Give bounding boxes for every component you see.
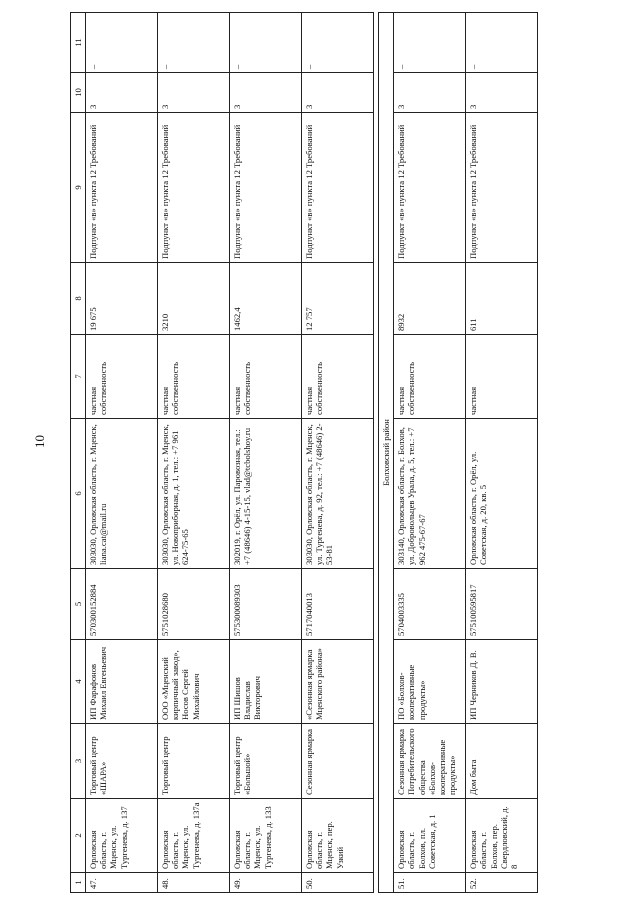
col10-cell: 3: [466, 73, 538, 113]
owner-cell: ПО «Болхов-кооперативные продукты»: [394, 640, 466, 724]
col10-cell: 3: [302, 73, 374, 113]
header-cell: 2: [71, 799, 86, 873]
basis-cell: Подпункт «в» пункта 12 Требований: [394, 113, 466, 263]
district-title: Болховский район: [379, 13, 394, 893]
ownership-cell: частная собственность: [230, 335, 302, 419]
header-row: [71, 13, 86, 893]
owner-cell: «Сезонная ярмарка Мценского района»: [302, 640, 374, 724]
col11-cell: –: [302, 13, 374, 73]
basis-cell: Подпункт «в» пункта 12 Требований: [466, 113, 538, 263]
header-cell: 8: [71, 263, 86, 335]
object-cell: Торговый центр «ШАРА»: [86, 724, 158, 799]
registry-table: [70, 12, 538, 893]
inn-cell: 5751028680: [158, 569, 230, 640]
col10-cell: 3: [86, 73, 158, 113]
contacts-cell: 303030, Орловская область, г. Мценск, ул. Новоприборная, д. 1, тел.: +7 961 624-75-65: [158, 419, 230, 569]
ownership-cell: частная собственность: [86, 335, 158, 419]
area-cell: 19 675: [86, 263, 158, 335]
col11-cell: –: [86, 13, 158, 73]
row-number: 47.: [86, 873, 158, 893]
table-row: [302, 13, 374, 893]
header-cell: 6: [71, 419, 86, 569]
object-cell: Сезонная ярмарка Потребительского общества «Болхов-кооперативные продукты»: [394, 724, 466, 799]
table-row: [86, 13, 158, 893]
col11-cell: –: [230, 13, 302, 73]
address-cell: Орловская область, г. Мценск, ул. Тургенева, д. 133: [230, 799, 302, 873]
area-cell: 8932: [394, 263, 466, 335]
rotated-table-container: [70, 13, 590, 893]
address-cell: Орловская область, г. Мценск, ул. Тургенева, д. 137: [86, 799, 158, 873]
col10-cell: 3: [230, 73, 302, 113]
row-number: 52.: [466, 873, 538, 893]
header-cell: 1: [71, 873, 86, 893]
row-number: 48.: [158, 873, 230, 893]
contacts-cell: 303030, Орловская область, г. Мценск, liana.cat@mail.ru: [86, 419, 158, 569]
header-cell: 5: [71, 569, 86, 640]
contacts-cell: 302019, г. Орёл, ул. Паровозная, тел.: +7 (48646) 4-15-15, vlad@tcbolshoy.ru: [230, 419, 302, 569]
address-cell: Орловская область, г. Мценск, пер. Узкий: [302, 799, 374, 873]
object-cell: Торговый центр «Большой»: [230, 724, 302, 799]
col11-cell: –: [394, 13, 466, 73]
area-cell: 12 757: [302, 263, 374, 335]
table-row: [466, 13, 538, 893]
owner-cell: ИП Шишов Владислав Викторович: [230, 640, 302, 724]
row-number: 51.: [394, 873, 466, 893]
ownership-cell: частная собственность: [394, 335, 466, 419]
basis-cell: Подпункт «в» пункта 12 Требований: [86, 113, 158, 263]
area-cell: 1462,4: [230, 263, 302, 335]
header-cell: 10: [71, 73, 86, 113]
owner-cell: ИП Черников Д. В.: [466, 640, 538, 724]
table-row: [394, 13, 466, 893]
ownership-cell: частная собственность: [158, 335, 230, 419]
ownership-cell: частная собственность: [302, 335, 374, 419]
address-cell: Орловская область, г. Болхов, пер. Свердловский, д. 8: [466, 799, 538, 873]
basis-cell: Подпункт «в» пункта 12 Требований: [302, 113, 374, 263]
header-cell: 3: [71, 724, 86, 799]
col11-cell: –: [158, 13, 230, 73]
inn-cell: 575300089303: [230, 569, 302, 640]
table-row: [230, 13, 302, 893]
area-cell: 3210: [158, 263, 230, 335]
header-cell: 9: [71, 113, 86, 263]
basis-cell: Подпункт «в» пункта 12 Требований: [158, 113, 230, 263]
inn-cell: 570300152884: [86, 569, 158, 640]
contacts-cell: 303030, Орловская область, г. Мценск, ул. Тургенева, д. 92, тел.: +7 (48646) 2-53-81: [302, 419, 374, 569]
object-cell: Торговый центр: [158, 724, 230, 799]
header-cell: 11: [71, 13, 86, 73]
inn-cell: 5704003335: [394, 569, 466, 640]
owner-cell: ИП Фарафонов Михаил Евгеньевич: [86, 640, 158, 724]
ownership-cell: частная: [466, 335, 538, 419]
header-cell: 7: [71, 335, 86, 419]
row-number: 49.: [230, 873, 302, 893]
basis-cell: Подпункт «в» пункта 12 Требований: [230, 113, 302, 263]
row-number: 50.: [302, 873, 374, 893]
inn-cell: 575100595817: [466, 569, 538, 640]
inn-cell: 5717040013: [302, 569, 374, 640]
col10-cell: 3: [158, 73, 230, 113]
owner-cell: ООО «Мценский кирпичный завод», Носов Сергей Михайлович: [158, 640, 230, 724]
table-row: [158, 13, 230, 893]
object-cell: Дом быта: [466, 724, 538, 799]
object-cell: Сезонная ярмарка: [302, 724, 374, 799]
col11-cell: –: [466, 13, 538, 73]
col10-cell: 3: [394, 73, 466, 113]
contacts-cell: Орловская область, г. Орёл, ул. Советская, д. 20, кв. 5: [466, 419, 538, 569]
page-number: 10: [32, 435, 47, 448]
area-cell: 611: [466, 263, 538, 335]
address-cell: Орловская область, г. Болхов, пл. Советская, д. 1: [394, 799, 466, 873]
contacts-cell: 303140, Орловская область, г. Болхов, ул. Добровольцев Урала, д. 5, тел.: +7 962 475-67-67: [394, 419, 466, 569]
header-cell: 4: [71, 640, 86, 724]
district-row: [379, 13, 394, 893]
address-cell: Орловская область, г. Мценск, ул. Тургенева, д. 137а: [158, 799, 230, 873]
